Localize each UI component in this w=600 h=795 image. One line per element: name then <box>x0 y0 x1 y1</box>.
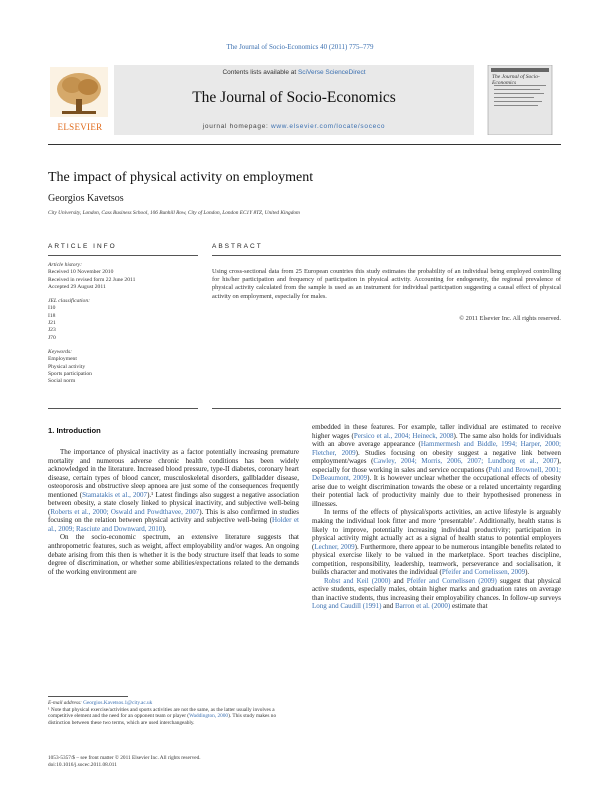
citation-link[interactable]: Stamatakis et al., 2007 <box>82 490 148 499</box>
info-bottom-rule <box>48 408 198 409</box>
jel-code: J70 <box>48 334 56 341</box>
citation-link[interactable]: Lechner, 2009 <box>314 542 355 551</box>
citation-link[interactable]: Puhl and Brownell, 2001; DeBeaumont, 2009 <box>312 465 561 483</box>
footnote-1 <box>48 707 299 727</box>
citation-link[interactable]: Barron et al. (2000) <box>395 602 451 611</box>
jel-code: I10 <box>48 305 56 312</box>
abstract-bottom-rule <box>212 408 561 409</box>
issn-line: 1053-5357/$ – see front matter © 2011 Elsevier Inc. All rights reserved. <box>48 755 201 761</box>
paragraph: On the socio-economic spectrum, an extensive literature suggests that anthropometric features, such as weight, affect employability and/or wages. An ongoing debate arising from this then is whether it is the body structure itself that leads to some degree of discrimination, or whether some abilities/expectations related to the demands of the working environment are <box>48 533 299 576</box>
keyword: Sports participation <box>48 370 92 377</box>
homepage-link[interactable]: www.elsevier.com/locate/soceco <box>271 123 386 130</box>
article-info <box>48 262 193 385</box>
contents-line <box>114 69 474 76</box>
bottom-identifiers <box>48 755 201 769</box>
citation-link[interactable]: Hammermesh and Biddle, 1994; Harper, 2000; Fletcher, 2009 <box>312 440 561 457</box>
section-heading: 1. Introduction <box>48 426 101 435</box>
text: and <box>390 576 407 585</box>
email-note <box>48 700 299 707</box>
text: ). It is however unclear whether the occupational effects of obesity arise due to weight discrimination towards the obese or a related uncertainty regarding their potential lack of productivity mainly due to their hypothesised proneness in illnesses. <box>312 474 561 508</box>
journal-banner <box>114 65 474 135</box>
citation-link[interactable]: Cawley, 2004; Morris, 2006, 2007; Lundborg et al., 2007 <box>373 457 557 466</box>
citation-link[interactable]: Pfeifer and Cornelissen, 2009 <box>441 568 526 577</box>
article-title: The impact of physical activity on employment <box>48 170 314 185</box>
jel-code: I18 <box>48 312 56 319</box>
jel-code: J21 <box>48 320 56 327</box>
paragraph <box>48 448 299 533</box>
text: ), especially for those working in sales and service occupations ( <box>312 457 561 474</box>
abstract-rule <box>212 255 561 256</box>
citation-link[interactable]: Persico et al., 2004; Heineck, 2008 <box>353 431 454 440</box>
text: ).¹ Latest findings also suggest a negative association between obesity, a state closely linked to physical inactivity, and subjective well-being ( <box>48 490 299 516</box>
citation-link[interactable]: Robst and Keil (2000) <box>324 576 391 585</box>
journal-cover[interactable] <box>482 65 558 135</box>
elsevier-logo[interactable] <box>48 65 112 135</box>
paragraph <box>312 508 561 576</box>
text: embedded in these features. For example, taller individual are estimated to receive higher wages ( <box>312 423 561 440</box>
history-item: Received 10 November 2010 <box>48 269 114 276</box>
masthead <box>48 65 560 139</box>
contents-prefix: Contents lists available at <box>222 69 298 76</box>
homepage-line <box>114 123 474 130</box>
footnotes <box>48 700 299 726</box>
keywords-label: Keywords: <box>48 348 73 355</box>
citation-link[interactable]: Roberts et al., 2000; Oswald and Powdthavee, 2007 <box>50 507 200 516</box>
jel-label: JEL classification: <box>48 298 91 305</box>
text: ¹ Note that physical exercise/activities and sports activities are not the same, as the latter usually involves a competitive element and the need for an opponent team or player ( <box>48 706 275 720</box>
author-affiliation: City University, London, Cass Business School, 106 Bunhill Row, City of London, London EC1Y 8TZ, United Kingdom <box>48 210 300 216</box>
right-column <box>312 423 561 611</box>
article-info-heading: ARTICLE INFO <box>48 243 117 250</box>
journal-title: The Journal of Socio-Economics <box>192 89 396 106</box>
text: ). Studies focusing on obesity suggest a negative link between employment/wages ( <box>312 448 562 466</box>
text: estimate that <box>450 602 488 611</box>
keyword: Social norm <box>48 378 76 385</box>
email-label: E-mail address: <box>48 700 84 706</box>
abstract-text: Using cross-sectional data from 25 European countries this study estimates the probability of an individual being employed controlling for his/her participation and frequency of participation in physical activity. Accounting for endogeneity, the regional prevalence of physical activity calculated from the sample is used as an instrument for individual participation suggesting a causal effect of physical activity on employment, especially for males. <box>212 268 561 300</box>
history-label: Article history: <box>48 262 83 268</box>
footnote-rule <box>48 696 128 697</box>
text: ). The same also holds for individuals with an above average appearance ( <box>312 431 561 449</box>
history-item: Received in revised form 22 June 2011 <box>48 276 136 283</box>
text: ). Furthermore, there appear to be numerous intangible benefits related to physical exercise likely to be valued in the marketplace. Sport teaches discipline, competition, responsibility, leadership, teamwork, perseverance and socialisation, it builds character and motivates the individual ( <box>312 542 561 577</box>
citation-link[interactable]: Pfeifer and Cornelissen (2009) <box>406 576 497 585</box>
journal-reference[interactable]: The Journal of Socio-Economics 40 (2011) 775–779 <box>226 43 374 51</box>
email-link[interactable]: Georgios.Kavetsos.1@city.ac.uk <box>83 700 153 706</box>
text: The importance of physical inactivity as a factor potentially increasing premature mortality and numerous adverse chronic health conditions has been widely acknowledged in the literature. Increased blood pressure, type-II diabetes, coronary heart disease, certain types of blood cancer, musculoskeletal disorders, gallbladder disease, osteoporosis and obstructive sleep apnoea are just some of the consequences frequently mentioned ( <box>48 448 299 499</box>
abstract-heading: ABSTRACT <box>212 243 263 250</box>
citation-link[interactable]: Holder et al., 2009; Rasciute and Downward, 2010 <box>48 516 299 533</box>
info-rule <box>48 255 198 256</box>
doi-link[interactable]: doi:10.1016/j.socec.2011.08.011 <box>48 761 117 768</box>
jel-code: J23 <box>48 327 56 334</box>
text: ). <box>525 568 530 577</box>
copyright: © 2011 Elsevier Inc. All rights reserved. <box>459 315 561 322</box>
keyword: Employment <box>48 356 77 363</box>
homepage-prefix: journal homepage: <box>202 123 272 130</box>
text: and <box>381 602 396 611</box>
left-column <box>48 448 299 576</box>
citation-link[interactable]: Waddington, 2000 <box>189 713 229 720</box>
text: ). This study makes no distinction between these two terms, which are used interchangeably. <box>48 713 277 726</box>
text: suggest that physical active students, especially males, obtain higher marks and graduation rates on average than inactive students, thus increasing their employability chances. In follow-up surveys <box>312 576 561 602</box>
sciencedirect-link[interactable]: SciVerse ScienceDirect <box>297 69 366 76</box>
history-item: Accepted 29 August 2011 <box>48 283 106 290</box>
paragraph <box>312 577 561 611</box>
author-name[interactable]: Georgios Kavetsos <box>48 193 124 204</box>
text: ). This is also confirmed in studies focusing on the relation between physical activity and subjective well-being ( <box>48 507 300 525</box>
text: In terms of the effects of physical/sports activities, an active lifestyle is arguably making the individual look fitter and more ‘presentable’. Additionally, health status is likely to improve, potentially increasing individual productivity; participation in physical activity might actually act as a signal of health status to potential employers ( <box>312 508 561 551</box>
keyword: Physical activity <box>48 363 86 370</box>
elsevier-wordmark: ELSEVIER <box>57 122 103 132</box>
header-rule <box>48 144 561 145</box>
text: ). <box>162 524 167 533</box>
citation-link[interactable]: Long and Caudill (1991) <box>312 602 382 611</box>
cover-title: The Journal of Socio-Economics <box>492 74 540 86</box>
paragraph <box>312 423 561 508</box>
